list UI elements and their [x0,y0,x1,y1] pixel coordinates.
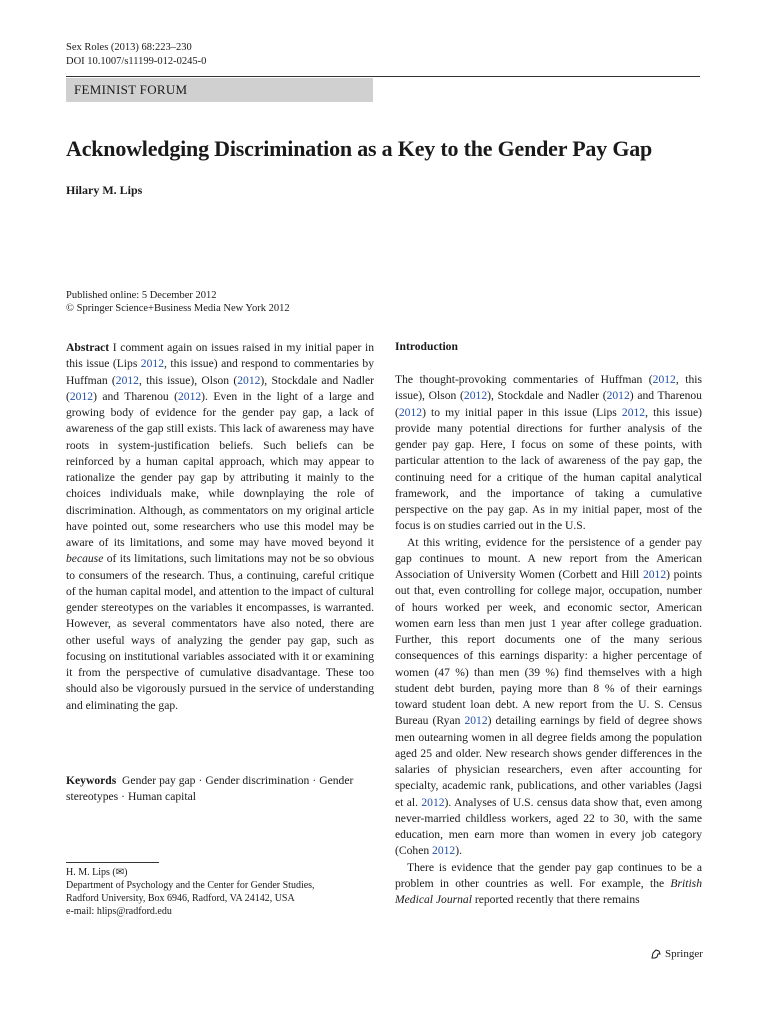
body-text: There is evidence that the gender pay gap continues to be a problem in other countries as well. For example, the [395,860,702,890]
springer-horse-icon [650,948,662,960]
abstract-text: , this issue) and respond to commentaries by Huffman ( [66,357,374,387]
copyright-line: © Springer Science+Business Media New York 2012 [66,303,290,314]
section-banner [66,78,373,102]
introduction-body [395,372,702,908]
doi-line: DOI 10.1007/s11199-012-0245-0 [66,56,207,67]
citation-link[interactable]: 2012 [621,405,646,419]
keyword-item: Gender discrimination [205,774,310,787]
email-line[interactable]: e-mail: hlips@radford.edu [66,906,172,917]
citation-link[interactable]: 2012 [652,373,676,386]
abstract-text: ) and Tharenou ( [93,389,178,403]
citation-link[interactable]: 2012 [177,389,202,403]
footnote-author: H. M. Lips ( [66,867,116,878]
article-title: Acknowledging Discrimination as a Key to the Gender Pay Gap [66,136,653,161]
body-text: ), Stockdale and Nadler ( [487,389,607,403]
author-name: Hilary M. Lips [66,183,143,197]
publisher-logo [650,948,703,960]
abstract-text: I comment again on issues raised in my initial paper in this issue (Lips [66,341,374,371]
body-text: ). Analyses of U.S. census data show that, even among never-married childless workers, aged 22 to 30, with the same education, men earn more than women in every job category (Cohen [395,795,703,858]
citation-link[interactable]: 2012 [69,389,94,403]
body-text: The thought-provoking commentaries of Huffman ( [395,373,653,386]
keyword-item: Gender stereotypes [66,774,354,804]
department-line: Department of Psychology and the Center for Gender Studies, [66,880,315,891]
abstract [66,340,374,714]
publisher-name: Springer [665,948,703,960]
citation-link[interactable]: 2012 [463,389,488,403]
body-text: ) and Tharenou ( [395,389,702,419]
paragraph [395,372,702,535]
footnote-rule [66,862,159,863]
citation-link[interactable]: 2012 [237,373,261,387]
citation-link[interactable]: 2012 [464,714,488,728]
abstract-text: of its limitations, such limitations may not be so obvious to consumers of the research. Thus, a continuing, careful critique of the human capital model, and attention to the impact of cultural gender stereotypes on the variables it encompasses, is warranted. However, as several commentators have also noted, there are other useful ways of analyzing the gender pay gap, such as focusing on institutional variables associated with it or examining it from the perspective of cumulative disadvantage. These too should also be vigorously pursued in the service of understanding and eliminating the gap. [66,552,374,712]
keywords-label: Keywords [66,774,117,787]
body-text: ) detailing earnings by field of degree shows men outearning women in all degree fields among the population aged 25 and older. New research shows gender differences in the salaries of physician researchers, even after accounting for specialty, academic rank, publications, and other variables (Jagsi et al. [395,714,702,809]
body-text: reported recently that there remains [471,893,640,906]
address-line: Radford University, Box 6946, Radford, VA 24142, USA [66,893,295,904]
citation-link[interactable]: 2012 [642,568,667,581]
keyword-separator: · [198,774,203,787]
keyword-item: Gender pay gap [122,774,196,787]
journal-citation: Sex Roles (2013) 68:223–230 [66,42,192,53]
keyword-separator: · [121,790,126,804]
abstract-text: ), Stockdale and Nadler ( [66,373,374,403]
paragraph [395,860,702,909]
published-date: Published online: 5 December 2012 [66,290,217,301]
introduction-heading: Introduction [395,340,458,353]
body-text: , this issue) provide many potential directions for further analysis of the gender pay gap. Here, I focus on some of these points, with particular attention to the lack of awareness of the pay gap, the continuing need for a critique of the human capital analytical framework, and the importance of taking a cumulative perspective on the pay gap. As in my initial paper, most of the focus is on studies carried out in the U.S. [395,405,702,533]
keyword-separator: · [312,774,317,787]
abstract-emphasis: because [66,552,104,566]
header-rule [66,76,700,77]
envelope-icon: ✉ [115,867,125,878]
citation-link[interactable]: 2012 [421,795,445,809]
body-text: ). [455,844,462,858]
citation-link[interactable]: 2012 [606,389,630,403]
keyword-item: Human capital [128,790,196,804]
abstract-text: ). Even in the light of a large and growing body of evidence for the gender pay gap, a lack of awareness of the gap still exists. This lack of awareness may have roots in system-justification beliefs. Such beliefs can be reinforced by a human capital approach, which may appear to rationalize the gender pay gap by attributing it mainly to the choices individuals make, while downplaying the role of discrimination. Although, as commentators on my original article have pointed out, some researchers who use this model may be aware of its limitations, and some may have moved beyond it [66,389,374,549]
author-affiliation [66,866,315,918]
footnote-paren: ) [124,867,128,878]
citation-link[interactable]: 2012 [115,373,139,387]
journal-name: British Medical Journal [395,876,702,906]
paragraph [395,535,702,860]
citation-link[interactable]: 2012 [398,405,423,419]
body-text: , this issue), Olson ( [395,373,702,403]
body-text: At this writing, evidence for the persistence of a gender pay gap continues to mount. A new report from the American Association of University Women (Corbett and Hill [395,535,702,581]
keywords [66,773,374,806]
citation-link[interactable]: 2012 [140,357,164,371]
abstract-label: Abstract [66,341,110,354]
abstract-text: , this issue), Olson ( [138,373,238,387]
body-text: ) points out that, even controlling for college major, occupation, number of hours worked per week, and economic sector, American women earn less than men just 1 year after college graduation. Further, this report documents one of the many serious consequences of this earnings disparity: a higher percentage of women (47 %) than men (39 %) find themselves with a high student debt burden, paying more than 8 % of their earnings toward student loan debt. A new report from the U. S. Census Bureau (Ryan [395,568,703,728]
body-text: ) to my initial paper in this issue (Lips [422,405,622,419]
section-label: FEMINIST FORUM [74,82,188,97]
citation-link[interactable]: 2012 [432,844,456,858]
